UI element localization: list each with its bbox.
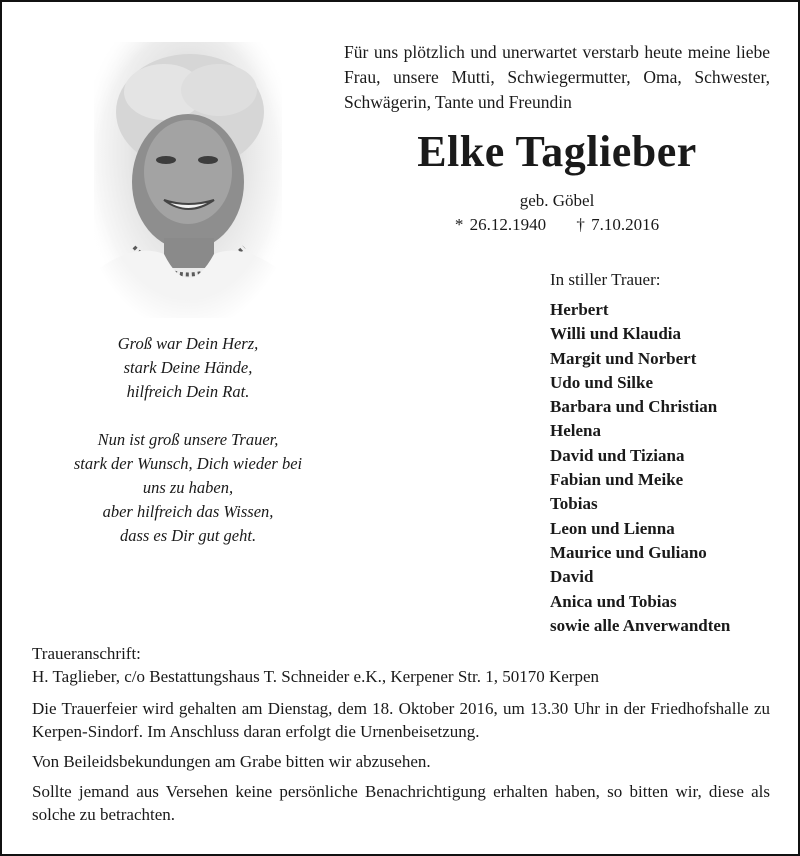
address-text: H. Taglieber, c/o Bestattungshaus T. Schneider e.K., Kerpener Str. 1, 50170 Kerpen — [32, 667, 600, 686]
poem-line: dass es Dir gut geht. — [119, 526, 257, 545]
deceased-name: Elke Taglieber — [417, 127, 697, 176]
mourners-list — [550, 298, 730, 638]
mourner: Maurice und Guliano — [550, 542, 707, 562]
mourners-intro: In stiller Trauer: — [550, 270, 661, 289]
mourner: David und Tiziana — [550, 445, 685, 465]
notification-notice: Sollte jemand aus Versehen keine persönliche Benachrichtigung erhalten haben, so bitten wir, diese als solche zu betrachten. — [32, 782, 770, 824]
mourner: Margit und Norbert — [550, 348, 697, 368]
portrait-photo — [94, 42, 282, 318]
poem-line: Groß war Dein Herz, — [117, 334, 259, 353]
notice-footer — [32, 642, 770, 826]
mourner: Barbara und Christian — [550, 397, 718, 417]
poem-stanza-1 — [42, 332, 334, 404]
poem-line: stark der Wunsch, Dich wieder bei — [73, 454, 303, 473]
mourner: David — [550, 567, 594, 587]
mourner: Udo und Silke — [550, 372, 653, 392]
death-date: † 7.10.2016 — [576, 215, 660, 234]
life-dates — [342, 215, 772, 235]
poem-stanza-2 — [42, 428, 334, 548]
mourner: Helena — [550, 421, 601, 441]
birth-name: geb. Göbel — [519, 191, 595, 210]
birth-date: * 26.12.1940 — [454, 215, 547, 234]
poem-line: Nun ist groß unsere Trauer, — [97, 430, 279, 449]
poem-line: aber hilfreich das Wissen, — [102, 502, 274, 521]
condolence-notice: Von Beileidsbekundungen am Grabe bitten wir abzusehen. — [32, 752, 431, 771]
poem-line: stark Deine Hände, — [123, 358, 253, 377]
mourner: Fabian und Meike — [550, 470, 684, 490]
mourner: sowie alle Anverwandten — [550, 615, 731, 635]
mourner: Herbert — [550, 300, 609, 319]
mourner: Leon und Lienna — [550, 518, 675, 538]
intro-text: Für uns plötzlich und unerwartet verstarb heute meine liebe Frau, unsere Mutti, Schwiegermutter, Oma, Schwester, Schwägerin, Tante und Freundin — [344, 42, 770, 112]
mourner: Anica und Tobias — [550, 591, 677, 611]
address-label: Traueranschrift: — [32, 644, 141, 663]
funeral-notice: Die Trauerfeier wird gehalten am Dienstag, dem 18. Oktober 2016, um 13.30 Uhr in der Friedhofshalle zu Kerpen-Sindorf. Im Anschluss daran erfolgt die Urnenbeisetzung. — [32, 699, 770, 741]
mourner: Tobias — [550, 494, 598, 514]
portrait-illustration — [94, 42, 282, 318]
mourner: Willi und Klaudia — [550, 324, 682, 344]
poem-line: hilfreich Dein Rat. — [126, 382, 250, 401]
poem-line: uns zu haben, — [142, 478, 234, 497]
